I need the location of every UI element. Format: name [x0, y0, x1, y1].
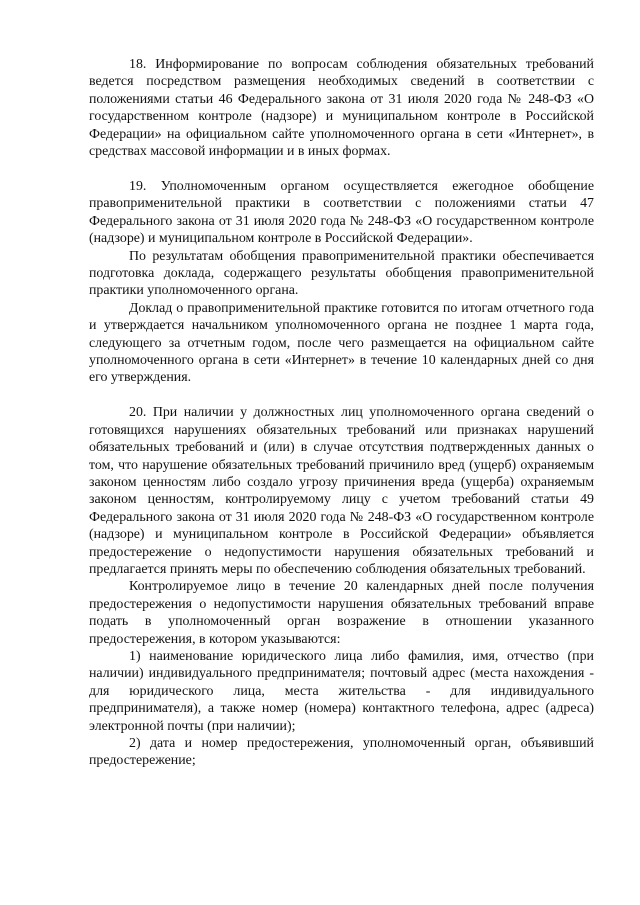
list-item-2: 2) дата и номер предостережения, уполномоченный орган, объявивший предостережение; [89, 736, 594, 769]
paragraph-19-report: Доклад о правоприменительной практике готовится по итогам отчетного года и утверждается начальником уполномоченного органа не позднее 1 марта года, следующего за отчетным годом, после чего размещается на официальном сайте уполномоченного органа в сети «Интернет» в течение 10 календарных дней со дня его утверждения. [89, 300, 594, 386]
paragraph-20: 20. При наличии у должностных лиц уполномоченного органа сведений о готовящихся нарушениях обязательных требований или признаках нарушений обязательных требований и (или) в случае отсутствия подтвержденных данных о том, что нарушение обязательных требований причинило вред (ущерб) охраняемым законом ценностям либо создало угрозу причинения вреда (ущерба) охраняемым законом ценностям, контролируемому лицу с учетом требований статьи 49 Федерального закона от 31 июля 2020 года № 248-ФЗ «О государственном контроле (надзоре) и муниципальном контроле в Российской Федерации» объявляется предостережение о недопустимости нарушения обязательных требований и предлагается принять меры по обеспечению соблюдения обязательных требований. [89, 405, 594, 577]
list-item-1: 1) наименование юридического лица либо фамилия, имя, отчество (при наличии) индивидуального предпринимателя; почтовый адрес (места нахождения - для юридического лица, места жительства - для индивидуального предпринимателя), а также номер (номера) контактного телефона, адрес (адреса) электронной почты (при наличии); [89, 649, 594, 734]
paragraph-19: 19. Уполномоченным органом осуществляется ежегодное обобщение правоприменительной практики в соответствии с положениями статьи 47 Федерального закона от 31 июля 2020 года № 248-ФЗ «О государственном контроле (надзоре) и муниципальном контроле в Российской Федерации». [89, 178, 594, 247]
paragraph-20-objection: Контролируемое лицо в течение 20 календарных дней после получения предостережения о недопустимости нарушения обязательных требований вправе подать в уполномоченный орган возражение в отношении указанного предостережения, в котором указываются: [89, 579, 594, 647]
paragraph-18: 18. Информирование по вопросам соблюдения обязательных требований ведется посредством размещения необходимых сведений в соответствии с положениями статьи 46 Федерального закона от 31 июля 2020 года № 248-ФЗ «О государственном контроле (надзоре) и муниципальном контроле в Российской Федерации» на официальном сайте уполномоченного органа в сети «Интернет», в средствах массовой информации и в иных формах. [89, 57, 594, 160]
paragraph-19-results: По результатам обобщения правоприменительной практики обеспечивается подготовка доклада, содержащего результаты обобщения правоприменительной практики уполномоченного органа. [89, 248, 594, 299]
